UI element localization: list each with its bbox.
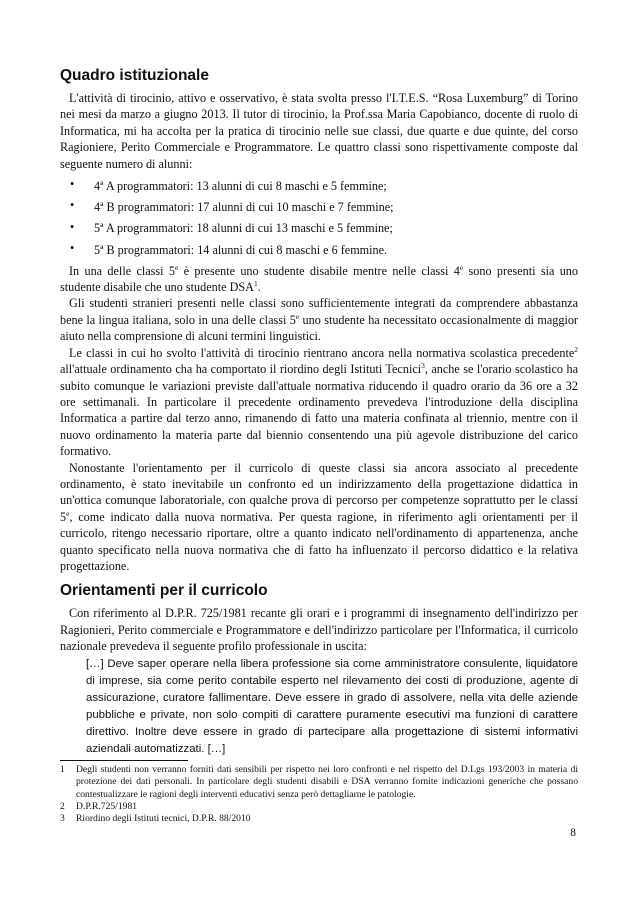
footnote-number: 3 <box>60 812 65 824</box>
document-page <box>60 66 578 825</box>
list-item-text: 4ª B programmatori: 17 alunni di cui 10 maschi e 7 femmine; <box>94 199 394 214</box>
text-run: Nonostante l'orientamento per il curricolo di queste classi sia ancora associato al precedente ordinamento, è stato inevitabile un confronto ed un indirizzamento della progettazione didattica in un'ottica comunque laboratoriale, con qualche prova di percorso per competenze soprattutto per le classi 5 <box>60 460 578 524</box>
list-item <box>60 175 578 196</box>
paragraph-orientation <box>60 460 578 575</box>
section-title-curriculum: Orientamenti per il curricolo <box>60 582 268 600</box>
superscript: e <box>459 262 464 272</box>
bullet-icon: • <box>70 177 75 192</box>
paragraph-curriculum-intro: Con riferimento al D.P.R. 725/1981 recante gli orari e i programmi di insegnamento dell'indirizzo per Ragionieri, Perito commerciale e Programmatore e dell'indirizzo particolare per l'Informatica, il curricolo nazionale prevedeva il seguente profilo professionale in uscita: <box>60 606 578 654</box>
footnote-ref: 2 <box>574 344 578 354</box>
list-item-text: 5ª A programmatori: 18 alunni di cui 13 maschi e 5 femmine; <box>94 221 393 236</box>
list-item-text: 5ª B programmatori: 14 alunni di cui 8 maschi e 6 femmine. <box>94 242 388 257</box>
page-number: 8 <box>570 827 576 839</box>
footnote-number: 2 <box>60 800 65 812</box>
bullet-icon: • <box>70 198 75 213</box>
footnotes <box>60 764 578 825</box>
footnote <box>60 813 578 825</box>
bullet-icon: • <box>70 219 75 234</box>
profile-quote: […] Deve saper operare nella libera professione sia come amministratore consulente, liquidatore di imprese, sia come perito contabile esperto nel rilevamento dei costi di produzione, agente di assicurazione, curatore fallimentare. Deve essere in grado di assolvere, nella vita delle aziende pubbliche e private, non solo compiti di carattere puramente esecutivi ma funzioni di carattere direttivo. Inoltre deve essere in grado di partecipare alla progettazione di sistemi informativi aziendali automatizzati. […] <box>86 657 578 756</box>
footnote-ref: 3 <box>421 361 425 371</box>
paragraph-intro: L'attività di tirocinio, attivo e osservativo, è stata svolta presso l'I.T.E.S. “Rosa Luxemburg” di Torino nei mesi da marzo a giugno 2013. Il tutor di tirocinio, la Prof.ssa Maria Capobianco, docente di ruolo di Informatica, mi ha accolta per la pratica di tirocinio nelle sue classi, due quarte e due quinte, del corso Ragioniere, Perito Commerciale e Programmatore. Le quattro classi sono rispettivamente composte dal seguente numero di alunni: <box>60 91 578 171</box>
footnote-divider <box>60 760 188 761</box>
paragraph-foreign-students <box>60 295 578 344</box>
text-run: , come indicato dalla nuova normativa. Per questa ragione, in riferimento agli orientamenti per il curricolo, ritengo necessario riportare, oltre a quanto indicato nell'ordinamento di appartenenza, anche quanto specificato nella nuova normativa che di fatto ha influenzato il percorso didattico e la relativa progettazione. <box>60 509 578 573</box>
text-run: In una delle classi 5 <box>69 263 175 278</box>
text-run: , anche se l'orario scolastico ha subito comunque le variazioni previste dall'attuale normativa riducendo il quadro orario da 36 ore a 32 ore settimanali. In particolare il precedente ordinamento prevedeva l'introduzione della disciplina Informatica a partire dal terzo anno, rimanendo di fatto una materia confinata al triennio, mentre con il nuovo ordinamento la materia parte dal biennio consentendo una più agevole distribuzione del carico formativo. <box>60 362 578 459</box>
text-run: Gli studenti stranieri presenti nelle classi sono sufficientemente integrati da comprendere abbastanza bene la lingua italiana, solo in una delle classi 5 <box>60 296 578 327</box>
footnote-ref: 1 <box>253 279 258 289</box>
superscript: e <box>295 311 300 321</box>
list-item <box>60 196 578 217</box>
footnote-text: D.P.R.725/1981 <box>76 800 138 812</box>
section-title-institutional-framework: Quadro istituzionale <box>60 67 209 84</box>
text-run: Le classi in cui ho svolto l'attività di tirocinio rientrano ancora nella normativa scolastica precedente <box>69 345 575 360</box>
footnote-text: Riordino degli Istituti tecnici, D.P.R. 88/2010 <box>76 812 251 824</box>
class-list <box>60 175 578 261</box>
text-run: all'attuale ordinamento cha ha comportato il riordino degli Istituti Tecnici <box>60 362 422 377</box>
list-item <box>60 218 578 239</box>
bullet-icon: • <box>70 241 75 256</box>
paragraph-reform <box>60 345 578 460</box>
text-run: . <box>257 280 261 295</box>
superscript: e <box>174 262 179 272</box>
list-item-text: 4ª A programmatori: 13 alunni di cui 8 maschi e 5 femmine; <box>94 178 387 193</box>
text-run: è presente uno studente disabile mentre nelle classi 4 <box>178 263 460 278</box>
text-run: uno studente ha necessitato occasionalmente di maggior aiuto nella comprensione di alcuni termini linguistici. <box>60 312 578 344</box>
list-item <box>60 239 578 260</box>
footnote <box>60 764 578 801</box>
paragraph-disability <box>60 263 578 296</box>
footnote-text: Degli studenti non verranno forniti dati sensibili per rispetto nei loro confronti e nel rispetto del D.Lgs 193/2003 in materia di protezione dei dati personali. In particolare degli studenti disabili e DSA verranno fornite indicazioni generiche che possano contestualizzare le ragioni degli interventi educativi senza però dettagliarne le patologie. <box>76 764 578 800</box>
text-run: sono presenti sia uno studente disabile che uno studente DSA <box>60 263 578 295</box>
footnote-number: 1 <box>60 764 65 776</box>
footnote <box>60 801 578 813</box>
superscript: e <box>66 508 70 518</box>
